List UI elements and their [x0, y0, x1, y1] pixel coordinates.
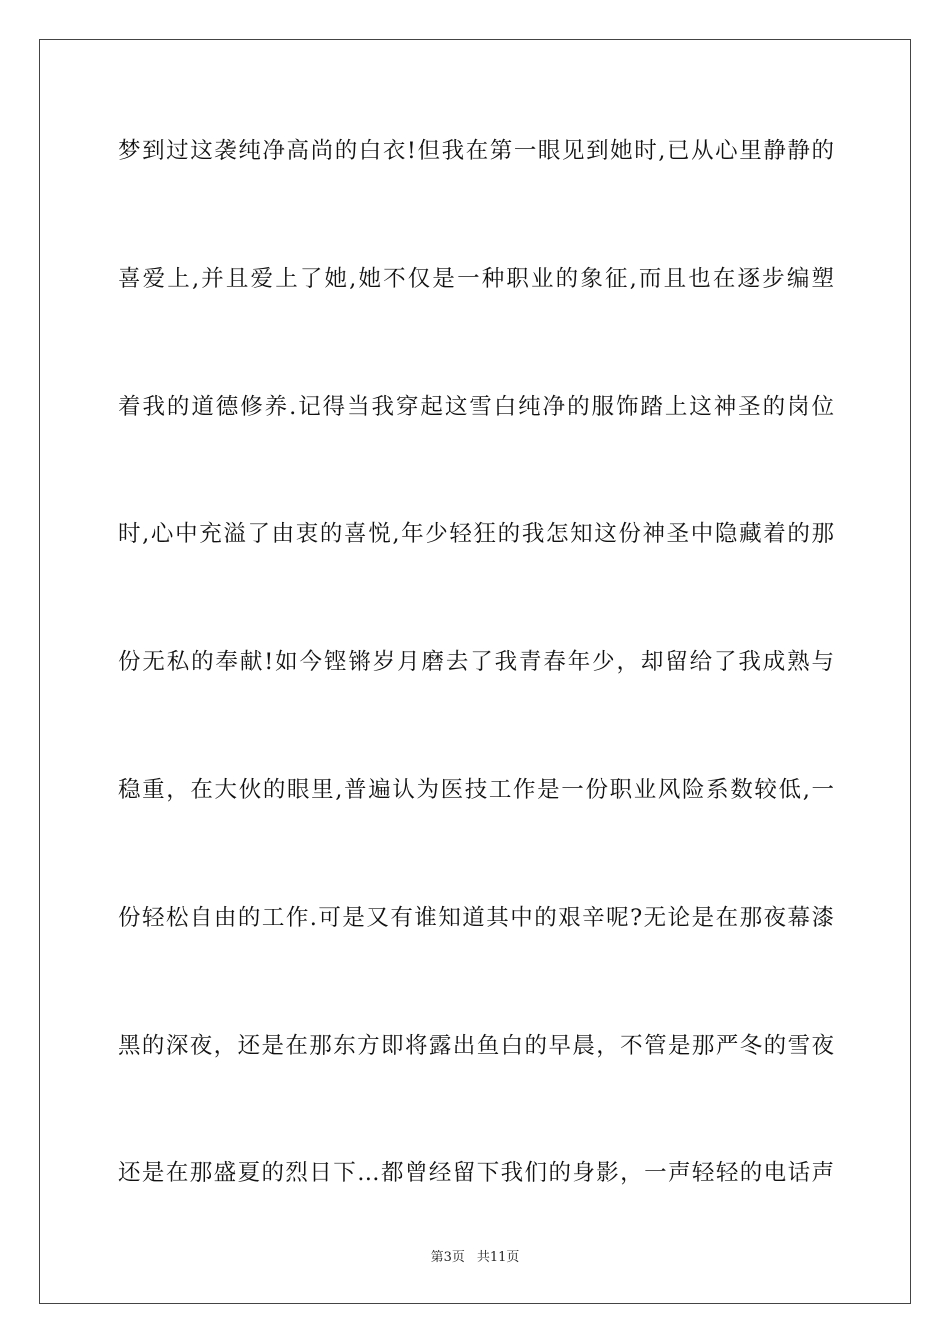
text-line: 还是在那盛夏的烈日下…都曾经留下我们的身影，一声轻轻的电话声 — [118, 1160, 834, 1187]
text-line: 份轻松自由的工作.可是又有谁知道其中的艰辛呢?无论是在那夜幕漆 — [118, 904, 834, 931]
document-body — [118, 118, 834, 1268]
text-line: 稳重，在大伙的眼里,普遍认为医技工作是一份职业风险系数较低,一 — [118, 776, 834, 803]
text-line: 梦到过这袭纯净高尚的白衣!但我在第一眼见到她时,已从心里静静的 — [118, 138, 834, 164]
text-line: 着我的道德修养.记得当我穿起这雪白纯净的服饰踏上这神圣的岗位 — [118, 393, 834, 420]
page-footer — [0, 1246, 950, 1265]
text-line: 黑的深夜，还是在那东方即将露出鱼白的早晨，不管是那严冬的雪夜 — [118, 1032, 834, 1059]
text-line: 喜爱上,并且爱上了她,她不仅是一种职业的象征,而且也在逐步编塑 — [118, 265, 834, 292]
text-line: 时,心中充溢了由衷的喜悦,年少轻狂的我怎知这份神圣中隐藏着的那 — [118, 521, 834, 548]
page-number: 第3页 — [430, 1250, 465, 1265]
text-line: 份无私的奉献!如今铿锵岁月磨去了我青春年少，却留给了我成熟与 — [118, 649, 834, 676]
page-total: 共11页 — [476, 1250, 520, 1265]
